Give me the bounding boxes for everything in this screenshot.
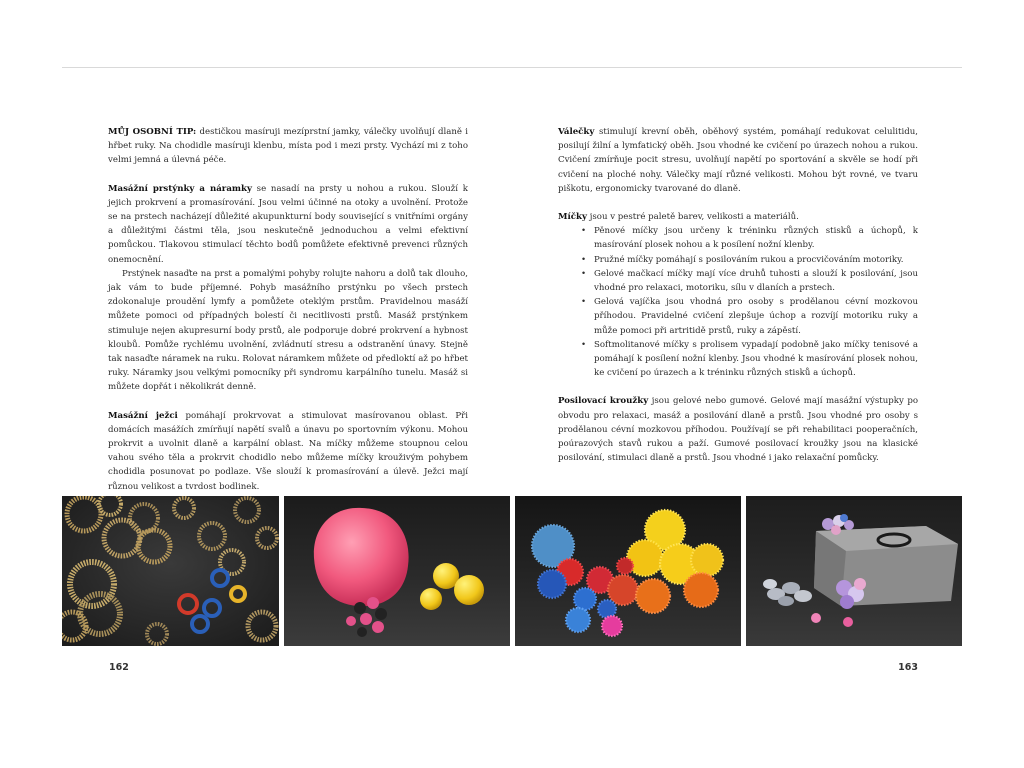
rings-heading: Masážní prstýnky a náramky	[108, 183, 252, 194]
massage-rings-image	[62, 496, 279, 646]
grips-text: jsou gelové nebo gumové. Gelové mají masážní výstupky po obvodu pro relaxaci, masáž a posilování dlaně a prstů. Jsou vhodné pro osoby s prodělanou cévní mozkovou příhodou. Používají se při rehabilitaci pooperačních, poúrazových stavů rukou a paží. Gumové posilovací kroužky jsou na klasické posilování, stimulaci dlaně a prstů. Jsou vhodné i jako relaxační pomůcky.	[558, 396, 918, 464]
spiky-balls-image	[515, 496, 741, 646]
massage-rings-photo	[62, 496, 279, 646]
list-item: • Pružné míčky pomáhají s posilováním rukou a procvičováním motoriky.	[594, 253, 918, 267]
gel-balls-image	[284, 496, 510, 646]
foam-block-photo	[746, 496, 962, 646]
list-item: • Softmolitanové míčky s prolisem vypadají podobně jako míčky tenisové a pomáhají k posílení nožní klenby. Jsou vhodné k masírování plosek nohou, ke cvičení po úrazech a k tréninku různých stisků a úchopů.	[594, 338, 918, 381]
page-number-left: 162	[109, 662, 129, 673]
right-text-column	[558, 125, 918, 479]
hedgehogs-text: pomáhají prokrvovat a stimulovat masírovanou oblast. Při domácích masážích zmírňují napětí svalů a únavu po sportovním výkonu. Mohou prokrvit a uvolnit dlaně a karpální oblast. Na míčky můžeme stoupnou celou vahou svého těla a prokrvit chodidlo nebo můžeme míčky krouživým pohybem chodidla posunovat po podlaze. Vše slouží k promasírování a úlevě. Ježci mají různou velikost a tvrdost bodlinek.	[108, 410, 468, 492]
page-number-right: 163	[898, 662, 918, 673]
balls-paragraph	[558, 210, 918, 224]
tip-paragraph	[108, 125, 468, 168]
rings-text: se nasadí na prsty u nohou a rukou. Slouží k jejich prokrvení a promasírování. Jsou velmi účinné na otoky a uvolnění. Protože se na prstech nacházejí důležité akupunkturní body související s vnitřními orgány a důležitými částmi těla, jsou neskutečně jednoduchou a velmi efektivní pomůckou. Tlakovou stimulací těchto bodů pomůžete efektivně prevenci různých onemocnění.	[108, 183, 468, 265]
rings-paragraph-2: Prstýnek nasaďte na prst a pomalými pohyby rolujte nahoru a dolů tak dlouho, jak vám to bude příjemné. Pohyb masážního prstýnku po všech prstech zdokonaluje proudění lymfy a pomůžete oteklým prstům. Pravidelnou masáží můžete pomoci od případných bolestí či necitlivosti prstů. Masáž prstýnkem stimuluje nejen akupresurní body prstů, ale podporuje dobré prokrvení a hybnost kloubů. Pomůže rychlému uvolnění, zvládnutí stresu a odstranění únavy. Stejně tak nasaďte náramek na ruku. Rolovat náramkem můžete od předloktí až po hřbet ruky. Náramky jsou velkými pomocníky při syndromu karpálního tunelu. Masáž si můžete dopřát i několikrát denně.	[108, 268, 468, 393]
list-item: • Pěnové míčky jsou určeny k tréninku různých stisků a úchopů, k masírování plosek nohou a k posílení nožní klenby.	[594, 224, 918, 252]
list-item: • Gelové mačkací míčky mají více druhů tuhosti a slouží k posilování, jsou vhodné pro relaxaci, motoriku, sílu v dlaních a prstech.	[594, 267, 918, 295]
tip-text: destičkou masíruji mezíprstní jamky, válečky uvolňují dlaně i hřbet ruky. Na chodidle masíruji klenbu, místa pod i mezi prsty. Vychází mi z toho velmi jemná a úlevná péče.	[108, 127, 468, 166]
rollers-heading: Válečky	[558, 127, 595, 137]
grips-heading: Posilovací kroužky	[558, 396, 649, 407]
balls-heading: Míčky	[558, 212, 587, 223]
rollers-paragraph	[558, 125, 918, 196]
balls-text: jsou v pestré paletě barev, velikosti a materiálů.	[586, 212, 799, 223]
balls-list	[558, 224, 918, 380]
grips-paragraph	[558, 394, 918, 465]
list-item: • Gelová vajíčka jsou vhodná pro osoby s prodělanou cévní mozkovou příhodou. Pravidelné cvičení zlepšuje úchop a rozvíjí motoriku ruky a může pomoci při artritidě prstů, ruky a zápěstí.	[594, 295, 918, 338]
rollers-text: stimulují krevní oběh, oběhový systém, pomáhají redukovat celulitidu, posilují žilní a lymfatický oběh. Jsou vhodné ke cvičení po úrazech nohou a rukou. Cvičení zmírňuje pocit stresu, uvolňují napětí po sportování a skvěle se hodí při cvičení na ploché nohy. Válečky mají různé velikosti. Mohou být rovné, ve tvaru piškotu, ergonomicky tvarované do dlaně.	[558, 127, 918, 194]
gel-balls-photo	[284, 496, 510, 646]
rings-paragraph	[108, 182, 468, 267]
header-rule	[62, 67, 962, 68]
tip-heading: MŮJ OSOBNÍ TIP:	[108, 127, 197, 137]
spiky-balls-photo	[515, 496, 741, 646]
hedgehogs-paragraph	[108, 409, 468, 494]
photo-strip	[62, 496, 962, 646]
foam-block-image	[746, 496, 962, 646]
left-text-column	[108, 125, 468, 508]
hedgehogs-heading: Masážní ježci	[108, 410, 178, 421]
